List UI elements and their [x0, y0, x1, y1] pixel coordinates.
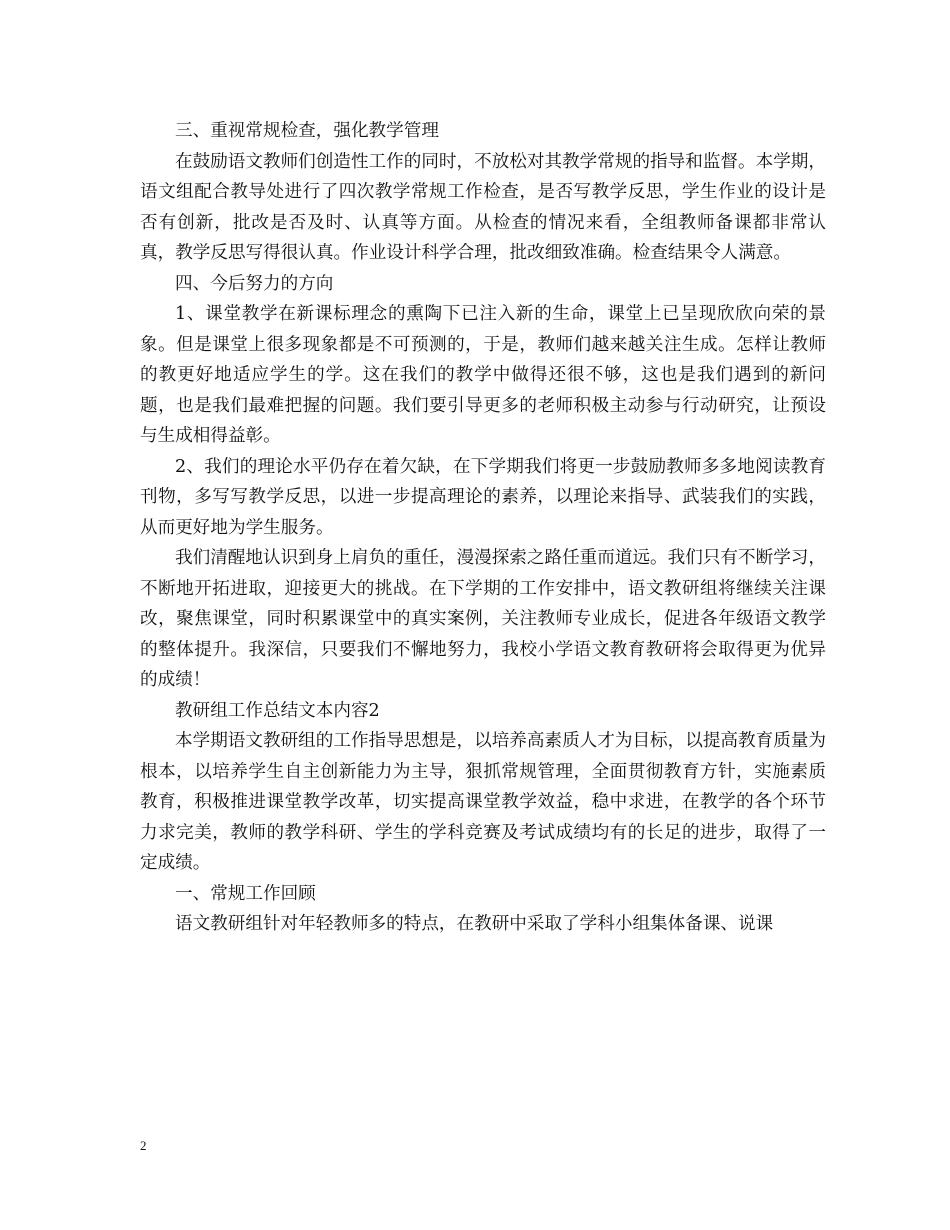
document-body — [140, 116, 826, 940]
section-heading-routine-inspection: 三、重视常规检查，强化教学管理 — [175, 121, 439, 141]
section-heading-routine-review: 一、常规工作回顾 — [175, 883, 316, 904]
section-heading-future-direction: 四、今后努力的方向 — [175, 273, 334, 294]
section-title-summary-2: 教研组工作总结文本内容2 — [175, 700, 380, 721]
paragraph-routine-review: 语文教研组针对年轻教师多的特点，在教研中采取了学科小组集体备课、说课 — [175, 914, 774, 934]
page-number: 2 — [140, 1138, 147, 1153]
paragraph-guiding-ideology: 本学期语文教研组的工作指导思想是，以培养高素质人才为目标，以提高教育质量为根本，以培养学生自主创新能力为主导，狠抓常规管理，全面贯彻教育方针，实施素质教育，积极推进课堂教学改革，切实提高课堂教学效益，稳中求进，在教学的各个环节力求完美，教师的教学科研、学生的学科竞赛及考试成绩均有的长足的进步，取得了一定成绩。 — [140, 731, 826, 873]
paragraph-inspection-details: 在鼓励语文教师们创造性工作的同时，不放松对其教学常规的指导和监督。本学期，语文组配合教导处进行了四次教学常规工作检查，是否写教学反思，学生作业的设计是否有创新，批改是否及时、认真等方面。从检查的情况来看，全组教师备课都非常认真，教学反思写得很认真。作业设计科学合理，批改细致准确。检查结果令人满意。 — [140, 151, 826, 263]
paragraph-direction-2: 2、我们的理论水平仍存在着欠缺，在下学期我们将更一步鼓励教师多多地阅读教育刊物，多写写教学反思，以进一步提高理论的素养，以理论来指导、武装我们的实践，从而更好地为学生服务。 — [140, 456, 826, 538]
paragraph-direction-1: 1、课堂教学在新课标理念的熏陶下已注入新的生命，课堂上已呈现欣欣向荣的景象。但是课堂上很多现象都是不可预测的，于是，教师们越来越关注生成。怎样让教师的教更好地适应学生的学。这在我们的教学中做得还很不够，这也是我们遇到的新问题，也是我们最难把握的问题。我们要引导更多的老师积极主动参与行动研究，让预设与生成相得益彰。 — [140, 304, 826, 446]
paragraph-conclusion: 我们清醒地认识到身上肩负的重任，漫漫探索之路任重而道远。我们只有不断学习，不断地开拓进取，迎接更大的挑战。在下学期的工作安排中，语文教研组将继续关注课改，聚焦课堂，同时积累课堂中的真实案例，关注教师专业成长，促进各年级语文教学的整体提升。我深信，只要我们不懈地努力，我校小学语文教育教研将会取得更为优异的成绩！ — [140, 548, 826, 690]
